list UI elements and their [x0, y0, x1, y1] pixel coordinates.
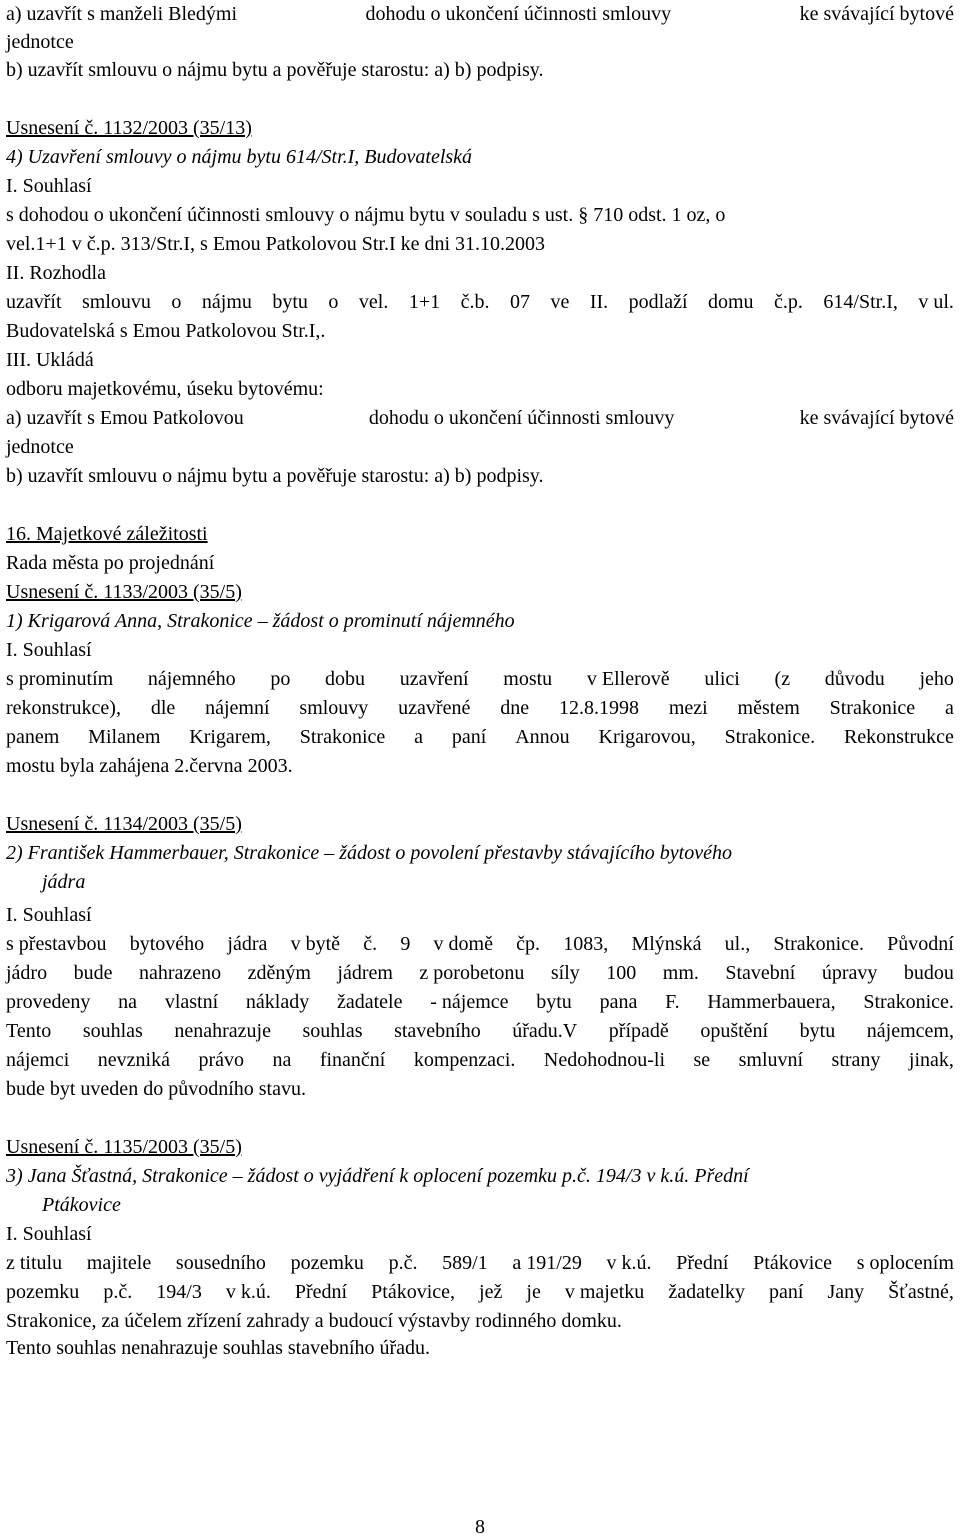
resolution-subject: jádra	[42, 871, 86, 893]
word: sousedního	[175, 1252, 266, 1274]
word: paní	[451, 726, 487, 748]
word: pana	[599, 991, 638, 1013]
resolution-heading: Usnesení č. 1133/2003 (35/5)	[6, 581, 242, 603]
text-line: Rada města po projednání	[6, 552, 215, 574]
word: nahrazeno	[138, 962, 222, 984]
text-line: bude byt uveden do původního stavu.	[6, 1078, 306, 1100]
word: Stavební	[725, 962, 796, 984]
text-line	[6, 696, 954, 720]
resolution-subject: 1) Krigarová Anna, Strakonice – žádost o prominutí nájemného	[6, 610, 515, 632]
text-line: s dohodou o ukončení účinnosti smlouvy o nájmu bytu v souladu s ust. § 710 odst. 1 oz, o	[6, 204, 726, 226]
word: na	[118, 991, 138, 1013]
word: uzavřít	[6, 291, 62, 313]
word: Strakonice	[299, 726, 386, 748]
text-line	[6, 1048, 954, 1072]
section-heading: I. Souhlasí	[6, 639, 92, 661]
word: stavebního	[394, 1020, 481, 1042]
text-run: a) uzavřít s Emou Patkolovou	[6, 407, 244, 429]
text-run: dohodu o ukončení účinnosti smlouvy	[368, 407, 675, 429]
resolution-heading: Usnesení č. 1134/2003 (35/5)	[6, 813, 242, 835]
text-line	[6, 667, 954, 691]
text-run: dohodu o ukončení účinnosti smlouvy	[365, 3, 672, 25]
word: Krigarovou,	[598, 726, 696, 748]
word: dobu	[325, 668, 366, 690]
word: v bytě	[290, 933, 341, 955]
word: kompenzaci.	[413, 1049, 516, 1071]
resolution-subject: Ptákovice	[42, 1194, 121, 1216]
word: Mlýnská	[631, 933, 702, 955]
word: panem	[6, 726, 60, 748]
word: důvodu	[824, 668, 885, 690]
word: 614/Str.I,	[823, 291, 898, 313]
text-line	[6, 725, 954, 749]
word: Původní	[887, 933, 954, 955]
word: uzavřené	[398, 697, 471, 719]
word: p.č.	[103, 1281, 133, 1303]
word: majitele	[86, 1252, 152, 1274]
text-line: Budovatelská s Emou Patkolovou Str.I,.	[6, 320, 326, 342]
section-heading: I. Souhlasí	[6, 175, 92, 197]
word: smlouvu	[82, 291, 151, 313]
word: ul.,	[724, 933, 751, 955]
word: II.	[589, 291, 609, 313]
word: Přední	[294, 1281, 348, 1303]
word: s přestavbou	[6, 933, 107, 955]
section-heading: III. Ukládá	[6, 349, 94, 371]
word: pozemku	[6, 1281, 80, 1303]
word: nájemného	[147, 668, 236, 690]
word: z porobetonu	[419, 962, 525, 984]
page-number: 8	[475, 1516, 485, 1538]
text-line: mostu byla zahájena 2.června 2003.	[6, 755, 293, 777]
text-line: Tento souhlas nenahrazuje souhlas stavebního úřadu.	[6, 1337, 431, 1359]
word: žadatelky	[668, 1281, 745, 1303]
resolution-subject: 2) František Hammerbauer, Strakonice – žádost o povolení přestavby stávajícího bytového	[6, 842, 732, 864]
chapter-heading: 16. Majetkové záležitosti	[6, 523, 208, 545]
word: paní	[768, 1281, 804, 1303]
word: Šťastné,	[888, 1281, 954, 1303]
word: jádra	[227, 933, 268, 955]
text-line	[6, 406, 954, 430]
word: budou	[903, 962, 954, 984]
word: Nedohodnou-li	[543, 1049, 665, 1071]
word: opuštění	[700, 1020, 769, 1042]
word: Jany	[827, 1281, 865, 1303]
word: nájemní	[205, 697, 270, 719]
text-line	[6, 961, 954, 985]
word: a	[414, 726, 424, 748]
word: 589/1	[442, 1252, 488, 1274]
word: nenahrazuje	[174, 1020, 271, 1042]
text-line	[6, 990, 954, 1014]
word: (z	[774, 668, 791, 690]
word: uzavření	[399, 668, 469, 690]
word: ulici	[704, 668, 740, 690]
word: vlastní	[164, 991, 219, 1013]
word: bytu	[799, 1020, 836, 1042]
word: Ptákovice	[753, 1252, 833, 1274]
text-line: b) uzavřít smlouvu o nájmu bytu a pověřuje starostu: a) b) podpisy.	[6, 59, 544, 81]
word: s prominutím	[6, 668, 114, 690]
word: - nájemce	[430, 991, 509, 1013]
word: dle	[150, 697, 176, 719]
word: 12.8.1998	[558, 697, 639, 719]
word: č.b.	[460, 291, 490, 313]
word: Milanem	[88, 726, 161, 748]
word: podlaží	[628, 291, 688, 313]
word: v domě	[433, 933, 493, 955]
word: F.	[665, 991, 680, 1013]
word: v k.ú.	[225, 1281, 271, 1303]
resolution-subject: 4) Uzavření smlouvy o nájmu bytu 614/Str.I, Budovatelská	[6, 146, 473, 168]
word: nevzniká	[97, 1049, 170, 1071]
text-line	[6, 932, 954, 956]
word: souhlas	[82, 1020, 143, 1042]
text-line	[6, 1019, 954, 1043]
section-heading: II. Rozhodla	[6, 262, 106, 284]
word: 1+1	[408, 291, 441, 313]
word: v Ellerově	[586, 668, 670, 690]
resolution-heading: Usnesení č. 1135/2003 (35/5)	[6, 1136, 242, 1158]
text-line: odboru majetkovému, úseku bytovému:	[6, 378, 324, 400]
word: z titulu	[6, 1252, 63, 1274]
word: v k.ú.	[606, 1252, 652, 1274]
word: p.č.	[388, 1252, 418, 1274]
text-run: ke svávající bytové	[799, 407, 954, 429]
word: Annou	[515, 726, 570, 748]
text-line: b) uzavřít smlouvu o nájmu bytu a pověřuje starostu: a) b) podpisy.	[6, 465, 544, 487]
word: finanční	[319, 1049, 386, 1071]
word: rekonstrukce),	[6, 697, 121, 719]
word: o	[328, 291, 339, 313]
word: Ptákovice,	[371, 1281, 456, 1303]
word: síly	[550, 962, 580, 984]
word: a 191/29	[512, 1252, 582, 1274]
word: Strakonice.	[863, 991, 954, 1013]
word: Krigarem,	[189, 726, 271, 748]
word: Strakonice	[829, 697, 916, 719]
text-line: vel.1+1 v č.p. 313/Str.I, s Emou Patkolovou Str.I ke dni 31.10.2003	[6, 233, 546, 255]
word: mm.	[662, 962, 699, 984]
word: mezi	[668, 697, 708, 719]
word: vel.	[358, 291, 389, 313]
word: v majetku	[564, 1281, 645, 1303]
word: 100	[606, 962, 637, 984]
word: nájmu	[201, 291, 252, 313]
word: s oplocením	[856, 1252, 954, 1274]
word: pozemku	[290, 1252, 364, 1274]
word: bytového	[129, 933, 205, 955]
word: Rekonstrukce	[843, 726, 954, 748]
word: Přední	[676, 1252, 729, 1274]
word: souhlas	[302, 1020, 363, 1042]
word: čp.	[516, 933, 541, 955]
text-line	[6, 290, 954, 314]
word: a	[945, 697, 954, 719]
word: č.	[363, 933, 378, 955]
text-line	[6, 1251, 954, 1275]
word: se	[693, 1049, 711, 1071]
text-line: Strakonice, za účelem zřízení zahrady a budoucí výstavby rodinného domku.	[6, 1310, 622, 1332]
text-line	[6, 2, 954, 26]
word: provedeny	[6, 991, 91, 1013]
word: Strakonice.	[773, 933, 864, 955]
resolution-subject: 3) Jana Šťastná, Strakonice – žádost o vyjádření k oplocení pozemku p.č. 194/3 v k.ú. Přední	[6, 1165, 749, 1187]
section-heading: I. Souhlasí	[6, 1223, 92, 1245]
word: jež	[479, 1281, 503, 1303]
word: právo	[198, 1049, 244, 1071]
word: nájemcem,	[866, 1020, 954, 1042]
word: Strakonice.	[724, 726, 816, 748]
word: úřadu.V	[512, 1020, 578, 1042]
word: mostu	[503, 668, 553, 690]
text-line: jednotce	[6, 31, 74, 53]
word: jádro	[6, 962, 48, 984]
word: náklady	[245, 991, 310, 1013]
word: Tento	[6, 1020, 52, 1042]
word: je	[526, 1281, 541, 1303]
text-run: a) uzavřít s manželi Bledými	[6, 3, 238, 25]
word: ve	[550, 291, 570, 313]
word: č.p.	[774, 291, 803, 313]
word: 194/3	[156, 1281, 202, 1303]
word: žadatele	[336, 991, 403, 1013]
word: 9	[400, 933, 411, 955]
word: bytu	[272, 291, 308, 313]
word: dne	[500, 697, 530, 719]
text-run: ke svávající bytové	[799, 3, 954, 25]
word: domu	[708, 291, 754, 313]
text-line: jednotce	[6, 436, 74, 458]
text-line	[6, 1280, 954, 1304]
word: strany	[831, 1049, 881, 1071]
word: bude	[73, 962, 113, 984]
word: případě	[608, 1020, 669, 1042]
word: smlouvy	[299, 697, 369, 719]
word: na	[272, 1049, 292, 1071]
word: jádrem	[337, 962, 393, 984]
word: bytu	[536, 991, 572, 1013]
resolution-heading: Usnesení č. 1132/2003 (35/13)	[6, 117, 252, 139]
word: 07	[509, 291, 530, 313]
word: po	[270, 668, 291, 690]
word: zděným	[247, 962, 311, 984]
word: v ul.	[918, 291, 954, 313]
word: úpravy	[821, 962, 878, 984]
section-heading: I. Souhlasí	[6, 904, 92, 926]
word: o	[171, 291, 182, 313]
word: smluvní	[738, 1049, 804, 1071]
word: jinak,	[908, 1049, 954, 1071]
word: nájemci	[6, 1049, 70, 1071]
word: Hammerbauera,	[707, 991, 836, 1013]
word: městem	[737, 697, 800, 719]
word: 1083,	[563, 933, 609, 955]
word: jeho	[919, 668, 954, 690]
